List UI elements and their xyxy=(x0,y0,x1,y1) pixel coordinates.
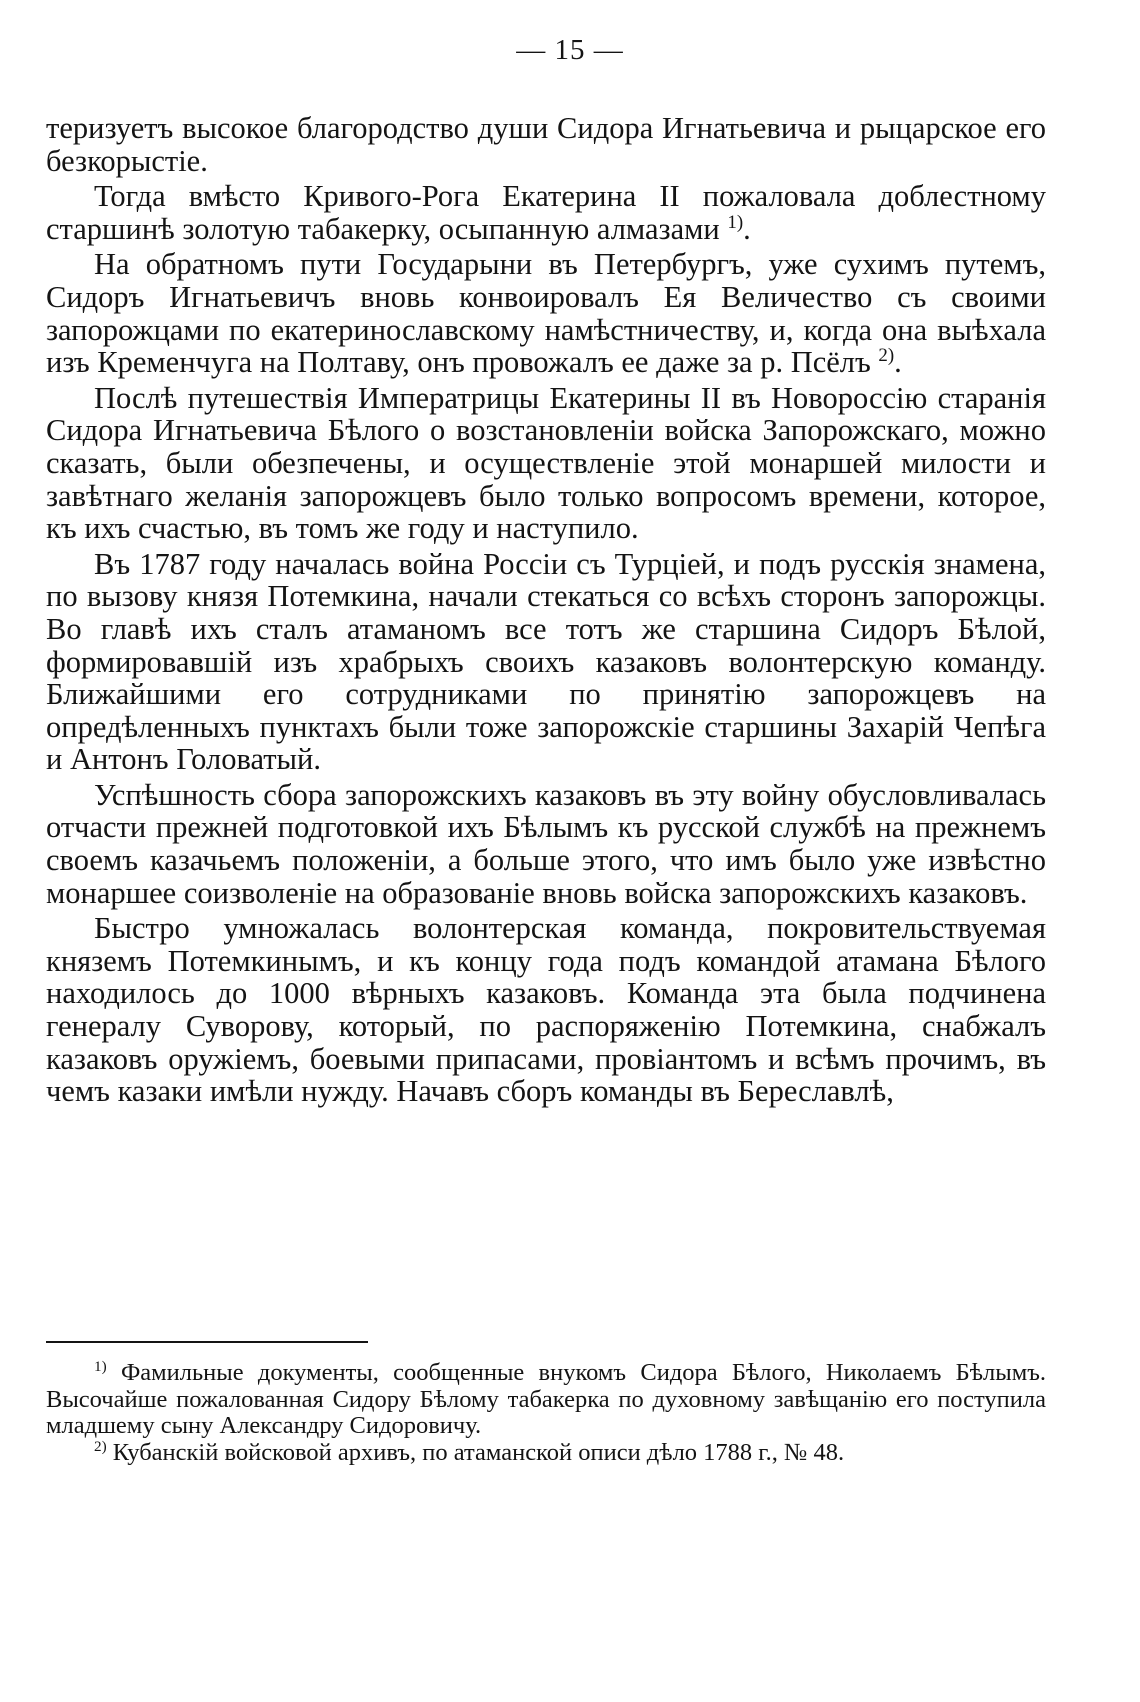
footnote xyxy=(46,1357,1047,1440)
footnote-reference[interactable]: 1) xyxy=(727,211,744,233)
footnote-text: Фамильные документы, сообщенные внукомъ Сидора Бѣлого, Николаемъ Бѣлымъ. Высочайше пожалованная Сидору Бѣлому табакерка по духовному завѣщанію его поступила младшему сыну Александру Сидоровичу. xyxy=(46,1359,1047,1439)
paragraph-text: На обратномъ пути Государыни въ Петербургъ, уже сухимъ путемъ, Сидоръ Игнатьевичъ вновь конвоировалъ Ея Величество съ своими запорожцами по екатеринославскому намѣстничеству, и, когда она выѣхала изъ Кременчуга на Полтаву, онъ провожалъ ее даже за р. Псёлъ xyxy=(46,247,1046,380)
paragraph xyxy=(46,548,1046,776)
paragraph-text: Успѣшность сбора запорожскихъ казаковъ въ эту войну обусловливалась отчасти прежней подготовкой ихъ Бѣлымъ къ русской службѣ на прежнемъ своемъ казачьемъ положеніи, а больше этого, что имъ было уже извѣстно монаршее соизволеніе на образованіе вновь войска запорожскихъ казаковъ. xyxy=(46,777,1046,910)
paragraph-tail: . xyxy=(894,345,902,380)
paragraph-text: Быстро умножалась волонтерская команда, покровительствуемая княземъ Потемкинымъ, и къ концу года подъ командой атамана Бѣлого находилось до 1000 вѣрныхъ казаковъ. Команда эта была подчинена генералу Суворову, который, по распоряженію Потемкина, снабжалъ казаковъ оружіемъ, боевыми припасами, провіантомъ и всѣмъ прочимъ, въ чемъ казаки имѣли нужду. Начавъ сборъ команды въ Береславлѣ, xyxy=(46,911,1046,1109)
footnote-divider xyxy=(46,1341,368,1343)
paragraph-tail: . xyxy=(743,211,751,246)
page-number: — 15 — xyxy=(516,34,624,66)
paragraph xyxy=(46,112,1046,177)
footnote xyxy=(46,1437,1046,1467)
paragraph-text: Тогда вмѣсто Кривого-Рога Екатерина II пожаловала доблестному старшинѣ золотую табакерку, осыпанную алмазами xyxy=(46,179,1046,246)
footnote-reference[interactable]: 2) xyxy=(878,345,895,366)
paragraph-text: Послѣ путешествія Императрицы Екатерины II въ Новороссію старанія Сидора Игнатьевича Бѣлого о возстановленіи войска Запорожскаго, можно сказать, были обезпечены, и осуществленіе этой монаршей милости и завѣтнаго желанія запорожцевъ было только вопросомъ времени, которое, къ ихъ счастью, въ томъ же году и наступило. xyxy=(46,380,1046,546)
main-text xyxy=(46,112,1046,1108)
paragraph xyxy=(46,180,1046,245)
paragraph-text: Въ 1787 году началась война Россіи съ Турціей, и подъ русскія знамена, по вызову князя Потемкина, начали стекаться со всѣхъ сторонъ запорожцы. Во главѣ ихъ сталъ атаманомъ все тотъ же старшина Сидоръ Бѣлой, формировавшій изъ храбрыхъ своихъ казаковъ волонтерскую команду. Ближайшими его сотрудниками по принятію запорожцевъ на опредѣленныхъ пунктахъ были тоже запорожскіе старшины Захарій Чепѣга и Антонъ Головатый. xyxy=(46,546,1046,777)
paragraph-text: теризуетъ высокое благородство души Сидора Игнатьевича и рыцарское его безкорыстіе. xyxy=(46,111,1046,178)
paragraph xyxy=(46,248,1046,378)
footnote-text: Кубанскій войсковой архивъ, по атаманской описи дѣло 1788 г., № 48. xyxy=(112,1438,845,1466)
paragraph xyxy=(46,382,1046,545)
footnote-mark: 1) xyxy=(94,1357,107,1375)
footnote-mark: 2) xyxy=(94,1437,107,1455)
paragraph xyxy=(46,779,1046,909)
paragraph xyxy=(46,912,1046,1108)
footnotes xyxy=(46,1357,1047,1466)
